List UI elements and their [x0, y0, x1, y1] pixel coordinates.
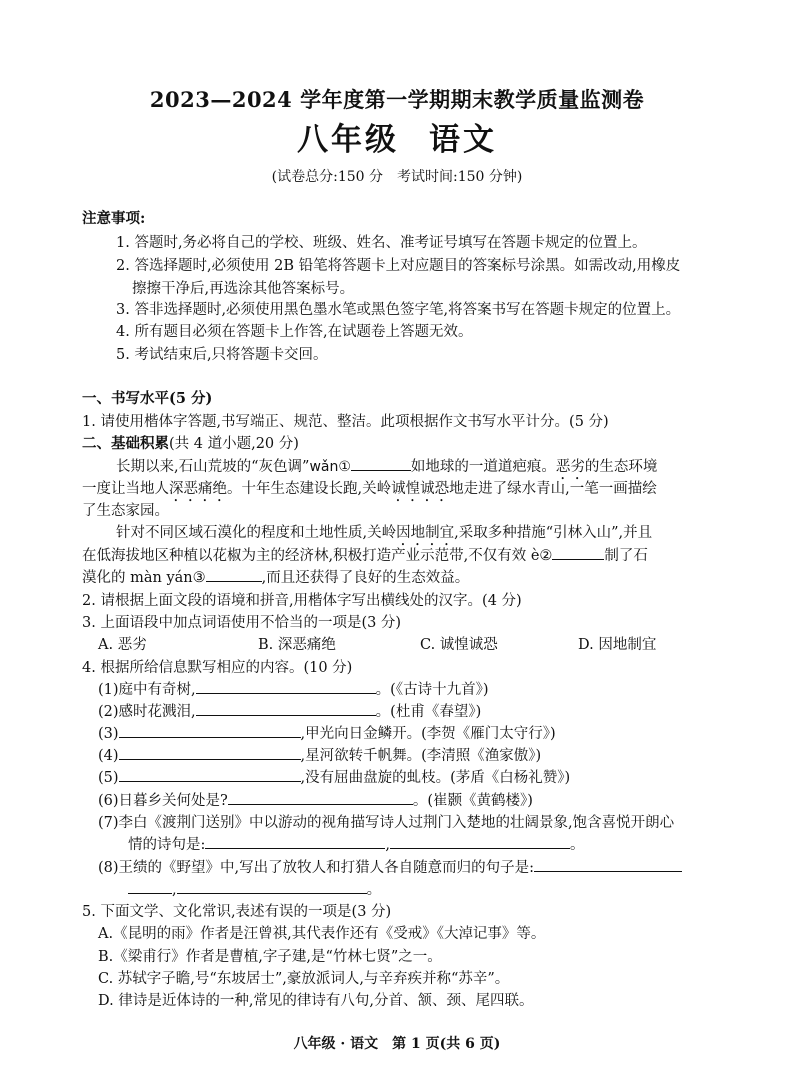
question-5: 5. 下面文学、文化常识,表述有误的一项是(3 分): [82, 904, 392, 920]
passage-line: 长期以来,石山荒坡的“灰色调”wǎn① 如地球的一道道疤痕。恶劣的生态环境: [116, 455, 657, 483]
question-2: 2. 请根据上面文段的语境和拼音,用楷体字写出横线处的汉字。(4 分): [82, 593, 522, 609]
recitation-item: (1)庭中有奇树, 。(《古诗十九首》): [98, 678, 488, 699]
dotted-word: 诚惶诚恐: [391, 481, 450, 497]
dotted-word: 因地制宜: [396, 525, 455, 541]
answer-blank: [206, 566, 262, 582]
answer-blank: [128, 878, 172, 894]
note-item: 1. 答题时,务必将自己的学校、班级、姓名、准考证号填写在答题卡规定的位置上。: [116, 235, 647, 251]
section2-heading: 二、基础积累(共 4 道小题,20 分): [82, 435, 299, 452]
answer-blank: [351, 455, 411, 471]
recitation-item: (4) ,星河欲转千帆舞。(李清照《渔家傲》): [98, 744, 541, 765]
note-item: 2. 答选择题时,必须使用 2B 铅笔将答题卡上对应题目的答案标号涂黑。如需改动,用橡皮: [116, 258, 681, 274]
option-d: D. 因地制宜: [578, 637, 657, 653]
option-b: B.《梁甫行》作者是曹植,字子建,是“竹林七贤”之一。: [98, 949, 442, 965]
recitation-item: (2)感时花溅泪, 。(杜甫《春望》): [98, 700, 481, 721]
page-footer: 八年级 · 语文 第 1 页(共 6 页): [293, 1036, 501, 1052]
passage-line: 在低海拔地区种植以花椒为主的经济林,积极打造产业示范带,不仅有效 è② 制了石: [82, 544, 648, 565]
option-d: D. 律诗是近体诗的一种,常见的律诗有八句,分首、颔、颈、尾四联。: [98, 993, 534, 1009]
exam-title: 2023—2024 学年度第一学期期末教学质量监测卷: [149, 87, 645, 112]
answer-blank: [205, 833, 385, 849]
note-item: 4. 所有题目必须在答题卡上作答,在试题卷上答题无效。: [116, 324, 473, 340]
note-item: 5. 考试结束后,只将答题卡交回。: [116, 347, 328, 363]
recitation-item: (5) ,没有屈曲盘旋的虬枝。(茅盾《白杨礼赞》): [98, 766, 570, 787]
note-item: 擦擦干净后,再选涂其他答案标号。: [132, 281, 355, 297]
exam-info: (试卷总分:150 分 考试时间:150 分钟): [271, 169, 523, 185]
passage-line: 漠化的 màn yán③ ,而且还获得了良好的生态效益。: [82, 566, 469, 587]
recitation-item: (7)李白《渡荆门送别》中以游动的视角描写诗人过荆门入楚地的壮阔景象,饱含喜悦开朗心: [98, 815, 675, 831]
option-a: A.《昆明的雨》作者是汪曾祺,其代表作还有《受戒》《大淖记事》等。: [98, 926, 546, 942]
answer-blank: [552, 544, 604, 560]
recitation-item: (8)王绩的《野望》中,写出了放牧人和打猎人各自随意而归的句子是:: [98, 856, 682, 877]
question-1: 1. 请使用楷体字答题,书写端正、规范、整洁。此项根据作文书写水平计分。(5 分): [82, 414, 609, 430]
recitation-item: (6)日暮乡关何处是? 。(崔颢《黄鹤楼》): [98, 789, 533, 810]
question-3: 3. 上面语段中加点词语使用不恰当的一项是(3 分): [82, 615, 402, 631]
option-c: C. 诚惶诚恐: [420, 637, 498, 653]
answer-blank: [196, 678, 376, 694]
answer-blank: [177, 878, 367, 894]
answer-blank: [196, 700, 376, 716]
answer-blank: [119, 766, 301, 782]
answer-blank: [119, 744, 301, 760]
dotted-word: 深恶痛绝: [169, 481, 227, 497]
option-c: C. 苏轼字子瞻,号“东坡居士”,豪放派词人,与辛弃疾并称“苏辛”。: [98, 971, 510, 987]
passage-line: 针对不同区域石漠化的程度和土地性质,关岭因地制宜,采取多种措施“引林入山”,并且: [116, 525, 653, 541]
answer-blank: [534, 856, 682, 872]
passage-line: 了生态家园。: [82, 503, 169, 519]
recitation-item: , 。: [128, 878, 381, 899]
section1-heading: 一、书写水平(5 分): [82, 390, 213, 407]
option-b: B. 深恶痛绝: [258, 637, 336, 653]
dotted-word: 恶劣: [555, 459, 585, 475]
question-4: 4. 根据所给信息默写相应的内容。(10 分): [82, 660, 353, 676]
grade-label: 八年级: [297, 122, 399, 158]
grade-subject-heading: [0, 114, 794, 159]
note-item: 3. 答非选择题时,必须使用黑色墨水笔或黑色签字笔,将答案书写在答题卡规定的位置上。: [116, 302, 681, 318]
subject-label: 语文: [429, 122, 497, 158]
answer-blank: [119, 722, 301, 738]
recitation-item: 情的诗句是: , 。: [128, 833, 585, 854]
notes-heading: 注意事项:: [82, 210, 146, 227]
passage-line: 一度让当地人深恶痛绝。十年生态建设长跑,关岭诚惶诚恐地走进了绿水青山,一笔一画描绘: [82, 481, 657, 497]
pinyin-prompt: wǎn①: [309, 459, 351, 475]
option-a: A. 恶劣: [98, 637, 147, 653]
answer-blank: [228, 789, 413, 805]
answer-blank: [390, 833, 570, 849]
recitation-item: (3) ,甲光向日金鳞开。(李贺《雁门太守行》): [98, 722, 556, 743]
